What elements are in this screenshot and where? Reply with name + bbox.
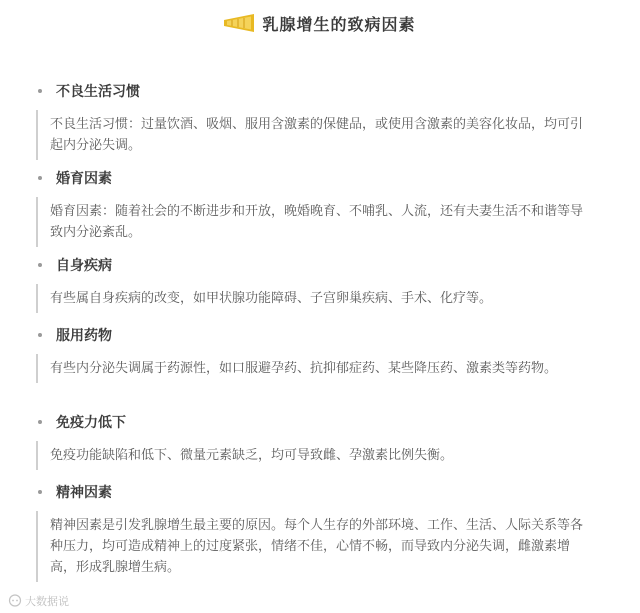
bullet-icon (38, 89, 42, 93)
section-title: 免疫力低下 (56, 415, 126, 431)
bullet-icon (38, 420, 42, 424)
bullet-icon (38, 333, 42, 337)
section-title: 精神因素 (56, 485, 112, 501)
section-title: 服用药物 (56, 328, 112, 344)
section-title-row (36, 322, 596, 348)
section-title: 不良生活习惯 (56, 84, 140, 100)
section-marriage (36, 165, 596, 252)
section-title-row (36, 409, 596, 435)
section-text: 婚育因素：随着社会的不断进步和开放，晚婚晚育、不哺乳、人流，还有夫妻生活不和谐等导致内分泌紊乱。 (36, 197, 590, 247)
section-title-row (36, 252, 596, 278)
section-title: 自身疾病 (56, 258, 112, 274)
watermark (8, 593, 69, 609)
section-disease (36, 252, 596, 322)
section-text: 免疫功能缺陷和低下、微量元素缺乏，均可导致雌、孕激素比例失衡。 (36, 441, 590, 470)
section-immunity (36, 409, 596, 479)
section-text: 有些内分泌失调属于药源性，如口服避孕药、抗抑郁症药、某些降压药、激素类等药物。 (36, 354, 590, 383)
section-title-row (36, 479, 596, 505)
section-title-row (36, 165, 596, 191)
section-bad-habits (36, 78, 596, 165)
header (0, 8, 640, 38)
flag-icon (224, 14, 254, 32)
bullet-icon (38, 176, 42, 180)
bullet-icon (38, 490, 42, 494)
section-medication (36, 322, 596, 409)
section-text: 精神因素是引发乳腺增生最主要的原因。每个人生存的外部环境、工作、生活、人际关系等各种压力，均可造成精神上的过度紧张，情绪不佳，心情不畅，而导致内分泌失调，雌激素增高，形成乳腺增生病。 (36, 511, 590, 582)
page-title: 乳腺增生的致病因素 (262, 14, 416, 34)
bullet-icon (38, 263, 42, 267)
section-text: 有些属自身疾病的改变，如甲状腺功能障碍、子宫卵巢疾病、手术、化疗等。 (36, 284, 590, 313)
section-text: 不良生活习惯：过量饮酒、吸烟、服用含激素的保健品，或使用含激素的美容化妆品，均可引起内分泌失调。 (36, 110, 590, 160)
factor-list (36, 78, 596, 589)
section-title: 婚育因素 (56, 171, 112, 187)
bubble-icon (8, 594, 22, 608)
section-mental (36, 479, 596, 589)
section-title-row (36, 78, 596, 104)
watermark-text: 大数据说 (25, 595, 69, 608)
